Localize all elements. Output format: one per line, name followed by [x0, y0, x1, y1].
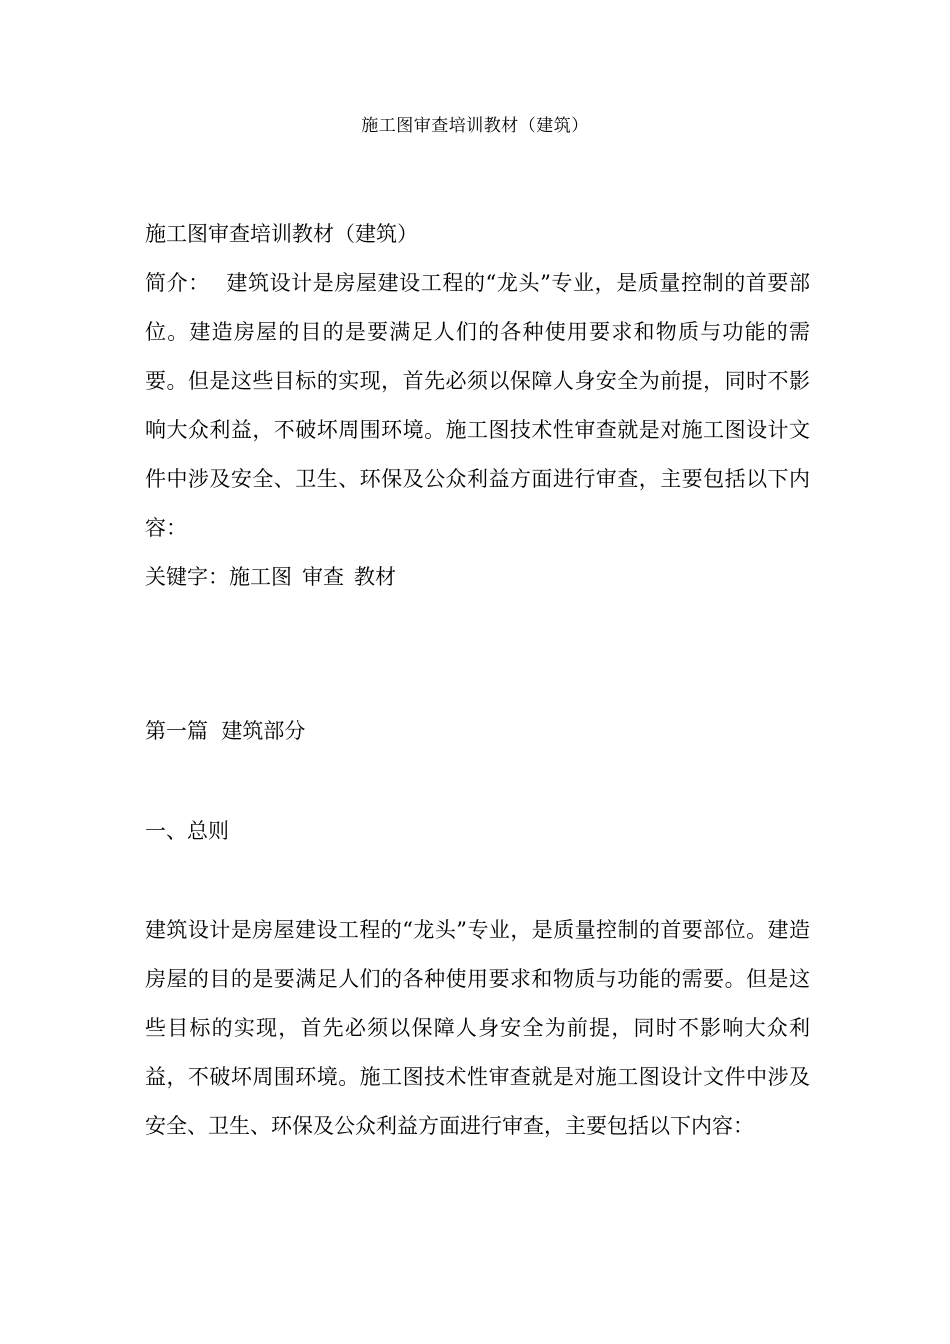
keyword: 审查	[302, 565, 344, 589]
section-heading: 一、总则	[145, 819, 229, 843]
keyword: 教材	[354, 565, 396, 589]
part-heading: 第一篇 建筑部分	[145, 719, 306, 743]
keywords-line	[145, 553, 810, 602]
page-header-title: 施工图审查培训教材（建筑）	[361, 116, 589, 136]
body-paragraph: 建筑设计是房屋建设工程的“龙头”专业，是质量控制的首要部位。建造房屋的目的是要满足人们的各种使用要求和物质与功能的需要。但是这些目标的实现，首先必须以保障人身安全为前提，同时不影响大众利益，不破坏周围环境。施工图技术性审查就是对施工图设计文件中涉及安全、卫生、环保及公众利益方面进行审查，主要包括以下内容：	[145, 918, 810, 1138]
abstract-label: 简介：	[145, 271, 210, 295]
abstract-paragraph	[145, 259, 810, 553]
keywords-label: 关键字：	[145, 565, 229, 589]
abstract-text: 建筑设计是房屋建设工程的“龙头”专业，是质量控制的首要部位。建造房屋的目的是要满足人们的各种使用要求和物质与功能的需要。但是这些目标的实现，首先必须以保障人身安全为前提，同时不影响大众利益，不破坏周围环境。施工图技术性审查就是对施工图设计文件中涉及安全、卫生、环保及公众利益方面进行审查，主要包括以下内容：	[145, 271, 810, 540]
keyword: 施工图	[229, 565, 292, 589]
document-title: 施工图审查培训教材（建筑）	[145, 222, 418, 246]
